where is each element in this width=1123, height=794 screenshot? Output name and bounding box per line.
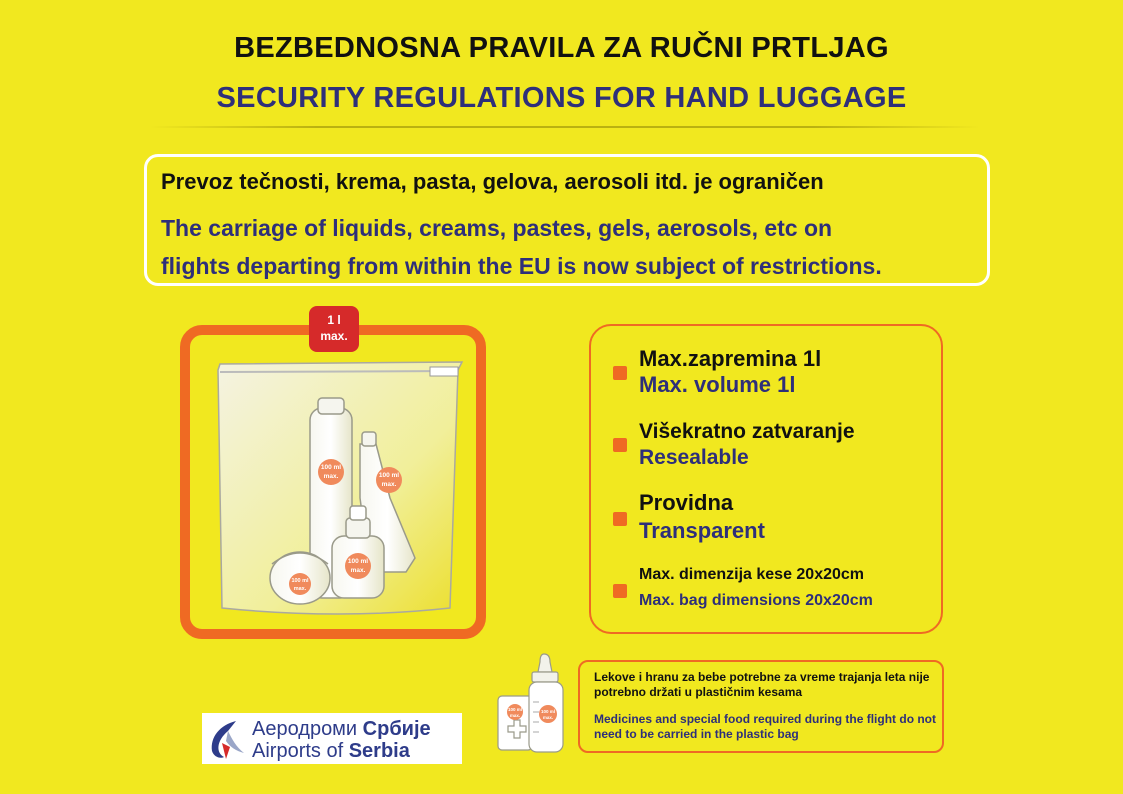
logo-latin-bold: Serbia bbox=[348, 740, 410, 762]
baby-label-2: 100 ml bbox=[540, 709, 556, 714]
container-label-4: 100 ml bbox=[291, 578, 309, 584]
container-label-2: 100 ml bbox=[378, 472, 400, 479]
container-label-1-max: max. bbox=[323, 473, 339, 480]
airports-of-serbia-logo bbox=[202, 713, 462, 764]
baby-items-illustration bbox=[496, 652, 580, 756]
notice-text-english-line2: flights departing from within the EU is now subject of restrictions. bbox=[161, 253, 882, 279]
logo-text-cyrillic bbox=[252, 718, 431, 741]
bullet-icon bbox=[613, 584, 627, 598]
baby-exception-serbian: Lekove i hranu za bebe potrebne za vreme trajanja leta nije potrebno držati u plastičnim kesama bbox=[594, 670, 930, 699]
max-volume-badge-max: max. bbox=[320, 329, 348, 343]
requirement-english: Transparent bbox=[639, 518, 765, 543]
requirement-serbian: Max.zapremina 1l bbox=[639, 346, 822, 371]
title-english: SECURITY REGULATIONS FOR HAND LUGGAGE bbox=[216, 82, 907, 114]
title-serbian: BEZBEDNOSNA PRAVILA ZA RUČNI PRTLJAG bbox=[234, 32, 889, 64]
requirement-serbian: Višekratno zatvaranje bbox=[639, 420, 855, 443]
notice-text-english-line1: The carriage of liquids, creams, pastes, gels, aerosols, etc on bbox=[161, 215, 833, 241]
container-label-3-max: max. bbox=[350, 567, 366, 574]
bullet-icon bbox=[613, 512, 627, 526]
requirement-english: Max. volume 1l bbox=[639, 372, 796, 397]
container-label-2-max: max. bbox=[381, 481, 397, 488]
baby-exception-box bbox=[578, 660, 944, 753]
baby-label-1-max: max. bbox=[509, 713, 521, 718]
baby-label-2-max: max. bbox=[542, 715, 554, 720]
baby-label-1: 100 ml bbox=[507, 707, 523, 712]
requirement-english: Max. bag dimensions 20x20cm bbox=[639, 592, 873, 609]
bullet-icon bbox=[613, 366, 627, 380]
container-label-3: 100 ml bbox=[347, 558, 369, 565]
baby-bottle-icon bbox=[529, 654, 563, 752]
container-label-4-max: max. bbox=[293, 586, 307, 592]
logo-latin-prefix: Airports of bbox=[252, 740, 349, 762]
requirements-box bbox=[589, 324, 943, 634]
logo-cyrillic-prefix: Аеродроми bbox=[252, 718, 363, 740]
logo-text-latin bbox=[252, 740, 410, 763]
max-volume-badge bbox=[309, 306, 359, 352]
baby-exception-english: Medicines and special food required during the flight do not need to be carried in the plastic bag bbox=[594, 712, 937, 741]
logo-cyrillic-bold: Србије bbox=[362, 718, 431, 740]
title-divider bbox=[150, 126, 980, 128]
plastic-bag-icon bbox=[210, 358, 470, 618]
requirement-serbian: Max. dimenzija kese 20x20cm bbox=[639, 566, 865, 583]
bullet-icon bbox=[613, 438, 627, 452]
requirement-english: Resealable bbox=[639, 446, 749, 469]
requirement-serbian: Providna bbox=[639, 490, 734, 515]
notice-text-english bbox=[161, 209, 882, 285]
medicine-box-icon bbox=[498, 696, 532, 750]
max-volume-badge-amount: 1 l bbox=[327, 313, 341, 327]
notice-box bbox=[144, 154, 990, 286]
airports-of-serbia-logo-icon bbox=[206, 717, 248, 761]
container-label-1: 100 ml bbox=[320, 464, 342, 471]
notice-text-serbian: Prevoz tečnosti, krema, pasta, gelova, aerosoli itd. je ograničen bbox=[161, 169, 824, 194]
